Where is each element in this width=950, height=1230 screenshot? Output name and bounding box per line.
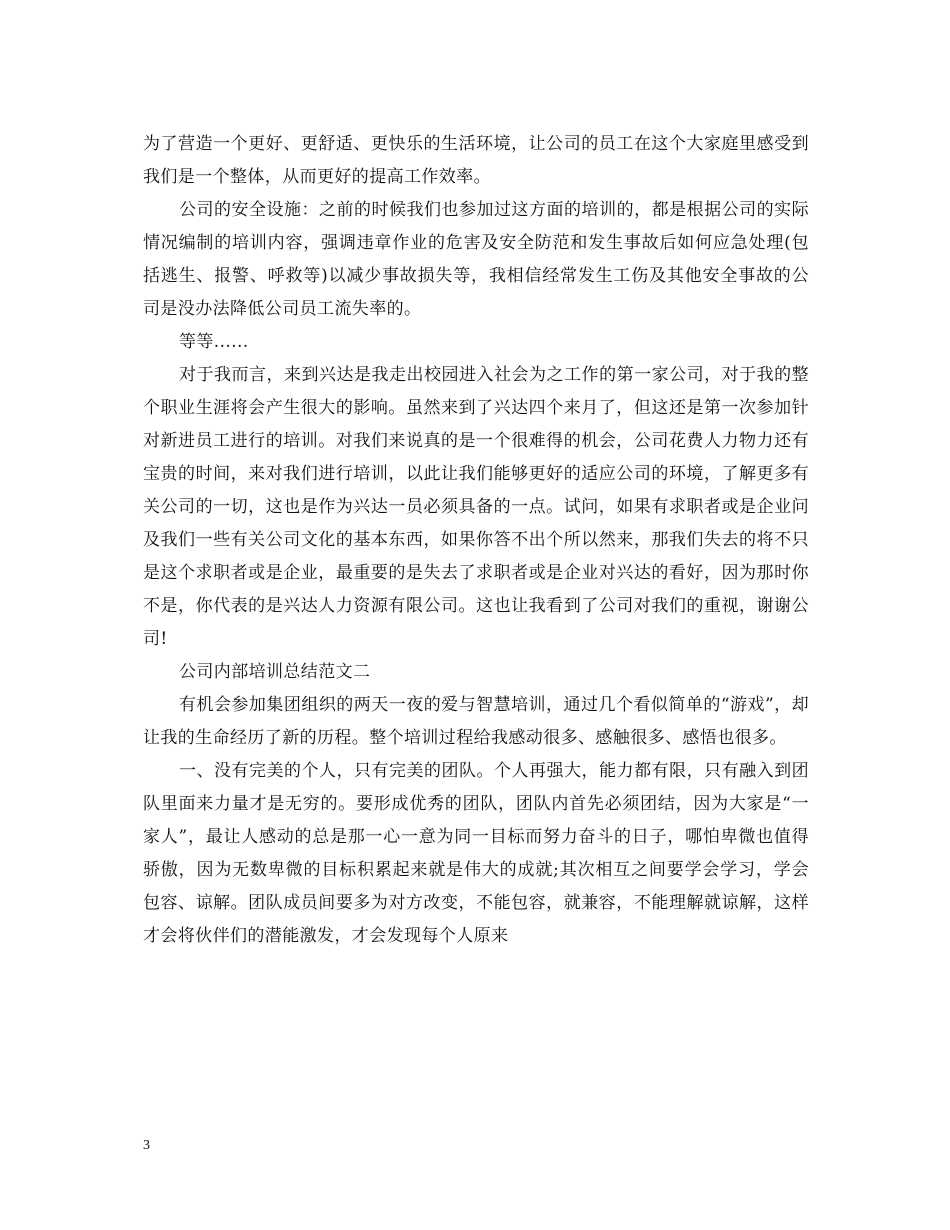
paragraph-6: 一、没有完美的个人，只有完美的团队。个人再强大，能力都有限，只有融入到团队里面来力量才是无穷的。要形成优秀的团队，团队内首先必须团结，因为大家是“一家人”，最让人感动的总是那一心一意为同一目标而努力奋斗的日子，哪怕卑微也值得骄傲，因为无数卑微的目标积累起来就是伟大的成就;其次相互之间要学会学习，学会包容、谅解。团队成员间要多为对方改变，不能包容，就兼容，不能理解就谅解，这样才会将伙伴们的潜能激发，才会发现每个人原来 xyxy=(143,761,809,946)
paragraph-2: 公司的安全设施：之前的时候我们也参加过这方面的培训的，都是根据公司的实际情况编制的培训内容，强调违章作业的危害及安全防范和发生事故后如何应急处理(包括逃生、报警、呼救等)以减少事故损失等，我相信经常发生工伤及其他安全事故的公司是没办法降低公司员工流失率的。 xyxy=(143,200,809,319)
section-heading: 公司内部培训总结范文二 xyxy=(179,662,371,682)
paragraph-5: 有机会参加集团组织的两天一夜的爱与智慧培训，通过几个看似简单的“游戏”，却让我的生命经历了新的历程。整个培训过程给我感动很多、感触很多、感悟也很多。 xyxy=(143,695,809,748)
paragraph-3: 等等...... xyxy=(179,332,249,352)
page-number: 3 xyxy=(143,1138,150,1153)
paragraph-1: 为了营造一个更好、更舒适、更快乐的生活环境，让公司的员工在这个大家庭里感受到我们是一个整体，从而更好的提高工作效率。 xyxy=(143,134,809,187)
paragraph-4: 对于我而言，来到兴达是我走出校园进入社会为之工作的第一家公司，对于我的整个职业生涯将会产生很大的影响。虽然来到了兴达四个来月了，但这还是第一次参加针对新进员工进行的培训。对我们来说真的是一个很难得的机会，公司花费人力物力还有宝贵的时间，来对我们进行培训，以此让我们能够更好的适应公司的环境，了解更多有关公司的一切，这也是作为兴达一员必须具备的一点。试问，如果有求职者或是企业问及我们一些有关公司文化的基本东西，如果你答不出个所以然来，那我们失去的将不只是这个求职者或是企业，最重要的是失去了求职者或是企业对兴达的看好，因为那时你不是，你代表的是兴达人力资源有限公司。这也让我看到了公司对我们的重视，谢谢公司! xyxy=(143,365,809,649)
document-body xyxy=(143,128,809,953)
